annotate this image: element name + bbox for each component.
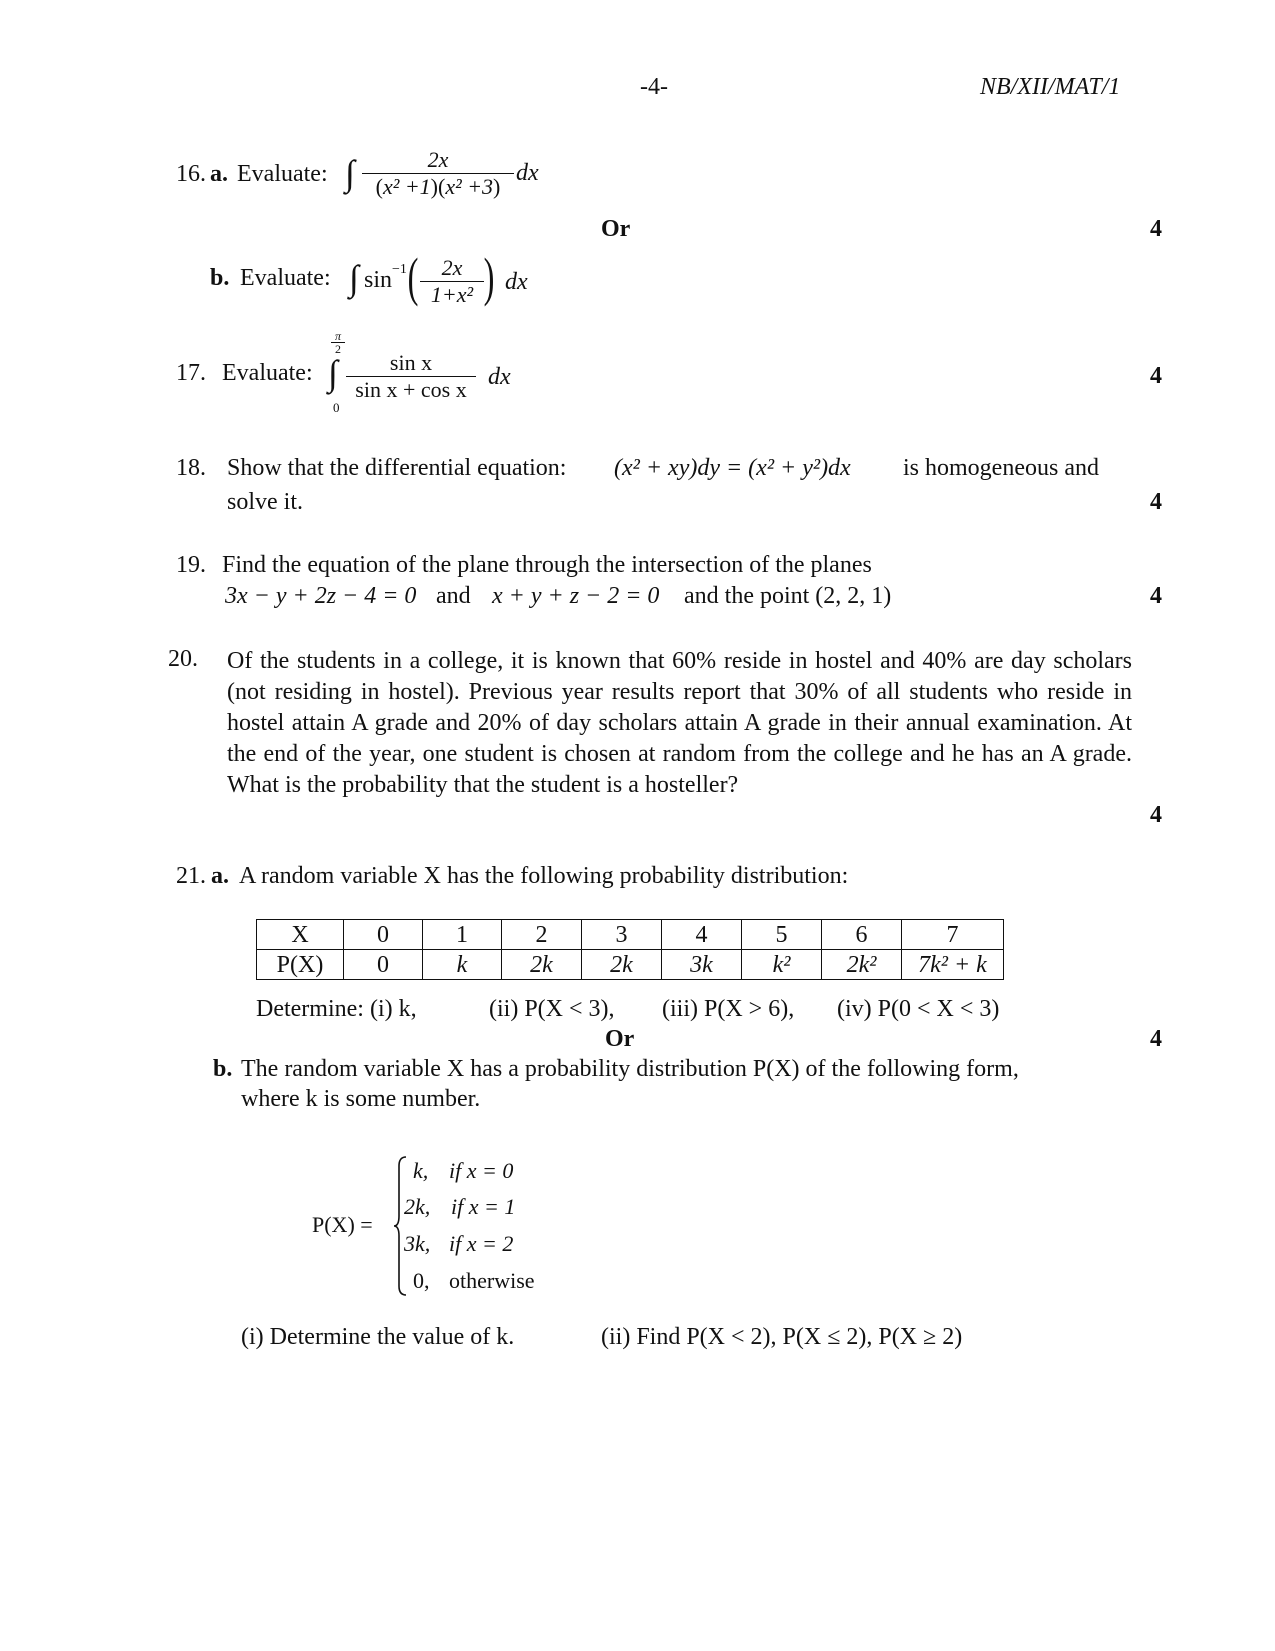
table-cell: 2 (502, 920, 582, 950)
question-text: The random variable X has a probability distribution P(X) of the following form, (241, 1056, 1019, 1082)
question-number: 17. (176, 360, 206, 386)
table-cell: 3k (662, 950, 742, 980)
final-part-ii: (ii) Find P(X < 2), P(X ≤ 2), P(X ≥ 2) (601, 1324, 963, 1350)
question-number: 16. (176, 161, 206, 187)
left-brace (394, 1156, 408, 1296)
part-label: b. (210, 265, 230, 291)
plane-equation-1: 3x − y + 2z − 4 = 0 (225, 583, 417, 609)
question-number: 21. (176, 863, 206, 889)
dx: dx (488, 364, 511, 390)
or-label: Or (605, 1026, 635, 1052)
determine-iv: (iv) P(0 < X < 3) (837, 996, 1000, 1022)
table-cell: 0 (344, 920, 423, 950)
case-condition: otherwise (449, 1268, 535, 1293)
determine-i: Determine: (i) k, (256, 996, 417, 1022)
point-text: and the point (2, 2, 1) (684, 583, 892, 609)
upper-limit: π 2 (331, 330, 345, 355)
probability-table (256, 919, 1004, 980)
denominator: 1+x² (430, 282, 474, 307)
numerator: 2x (427, 147, 449, 172)
table-cell: 2k (582, 950, 662, 980)
question-text-line2: where k is some number. (241, 1086, 481, 1112)
marks: 4 (1150, 802, 1162, 828)
question-number: 20. (168, 646, 198, 672)
dx: dx (516, 160, 539, 186)
determine-ii: (ii) P(X < 3), (489, 996, 615, 1022)
integral-sign: ∫ (345, 153, 355, 193)
numerator: 2x (441, 255, 463, 280)
table-cell: 5 (742, 920, 822, 950)
table-cell: k (423, 950, 502, 980)
and-text: and (436, 583, 471, 609)
case-condition: if x = 1 (451, 1194, 516, 1219)
table-cell: 7k² + k (902, 950, 1004, 980)
dx: dx (505, 269, 528, 295)
marks: 4 (1150, 216, 1162, 242)
marks: 4 (1150, 1026, 1162, 1052)
numerator: sin x (389, 350, 433, 375)
denominator: sin x + cos x (355, 377, 467, 402)
determine-iii: (iii) P(X > 6), (662, 996, 795, 1022)
table-row (257, 950, 1004, 980)
px-label: P(X) = (312, 1212, 373, 1237)
question-text: Of the students in a college, it is known that 60% reside in hostel and 40% are day scholars (not residing in hostel). Previous year results report that 30% of all students who reside in hostel attain A grade and 20% of day scholars attain A grade in their annual examination. At the end of the year, one student is chosen at random from the college and he has an A grade. What is the probability that the student is a hosteller? (227, 648, 1132, 798)
table-cell: k² (742, 950, 822, 980)
right-paren: ) (483, 247, 495, 307)
differential-equation: (x² + xy)dy = (x² + y²)dx (614, 455, 851, 481)
table-cell: 6 (822, 920, 902, 950)
part-label: a. (210, 161, 228, 187)
evaluate-text: Evaluate: (222, 360, 313, 386)
table-cell: X (257, 920, 344, 950)
sin-function: sin (364, 267, 393, 293)
case-value: 0, (413, 1268, 430, 1293)
table-cell: 7 (902, 920, 1004, 950)
fraction-16b (420, 255, 484, 308)
question-text: A random variable X has the following probability distribution: (239, 863, 849, 889)
table-row (257, 920, 1004, 950)
marks: 4 (1150, 489, 1162, 515)
or-label: Or (601, 216, 631, 242)
case-value: 3k, (404, 1231, 431, 1256)
question-text-line2: solve it. (227, 489, 303, 515)
plane-equation-2: x + y + z − 2 = 0 (492, 583, 660, 609)
marks: 4 (1150, 363, 1162, 389)
case-value: 2k, (404, 1194, 431, 1219)
denominator: (x² +1)(x² +3) (375, 174, 501, 199)
question-text: Show that the differential equation: (227, 455, 567, 481)
table-cell: 2k (502, 950, 582, 980)
integral-sign: ∫ (328, 353, 338, 393)
table-cell: 2k² (822, 950, 902, 980)
evaluate-text: Evaluate: (237, 161, 328, 187)
part-label: b. (213, 1056, 233, 1082)
case-condition: if x = 2 (449, 1231, 514, 1256)
table-cell: 1 (423, 920, 502, 950)
paper-code: NB/XII/MAT/1 (980, 74, 1121, 100)
case-value: k, (413, 1158, 429, 1183)
left-paren: ( (407, 247, 419, 307)
final-part-i: (i) Determine the value of k. (241, 1324, 515, 1350)
lower-limit: 0 (333, 400, 340, 415)
question-text: Find the equation of the plane through the intersection of the planes (222, 552, 872, 578)
table-cell: 3 (582, 920, 662, 950)
question-number: 19. (176, 552, 206, 578)
question-text: is homogeneous and (903, 455, 1099, 481)
fraction-17 (346, 350, 476, 403)
page-number: -4- (640, 74, 668, 100)
table-cell: P(X) (257, 950, 344, 980)
table-cell: 0 (344, 950, 423, 980)
inverse-exponent: −1 (392, 262, 407, 277)
fraction-16a (362, 147, 514, 200)
table-cell: 4 (662, 920, 742, 950)
case-condition: if x = 0 (449, 1158, 514, 1183)
question-number: 18. (176, 455, 206, 481)
evaluate-text: Evaluate: (240, 265, 331, 291)
part-label: a. (211, 863, 229, 889)
marks: 4 (1150, 583, 1162, 609)
integral-sign: ∫ (349, 258, 359, 298)
